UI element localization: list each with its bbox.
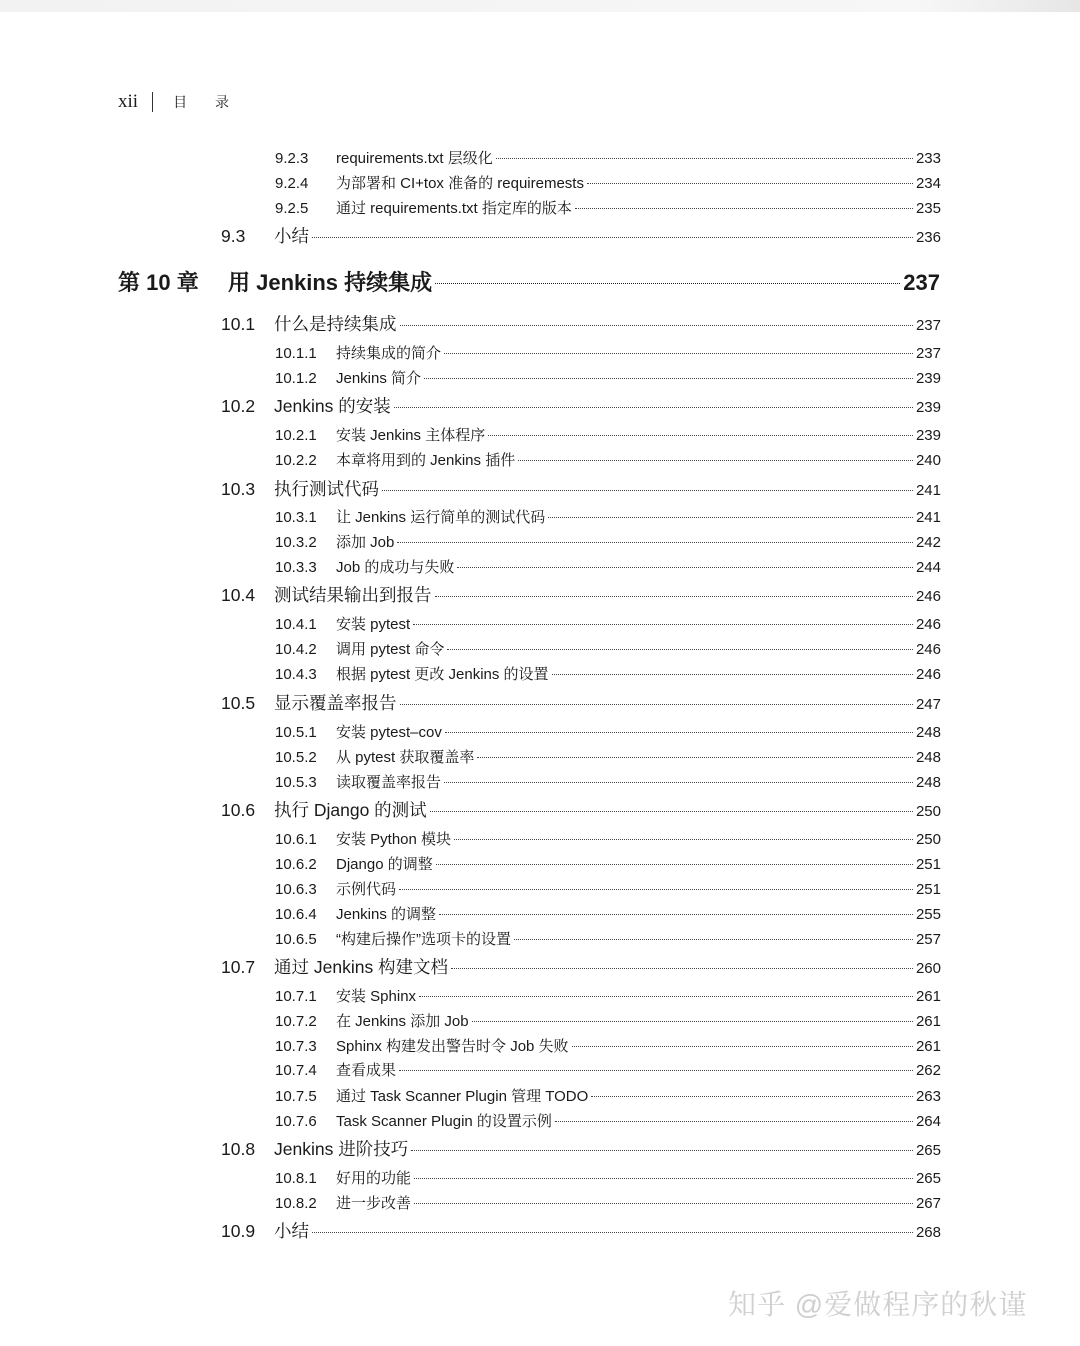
toc-subsection [275, 638, 941, 659]
toc-page: 235 [915, 200, 941, 217]
toc-number: 9.2.5 [275, 200, 309, 217]
toc-number: 10.5 [221, 693, 256, 713]
toc-leader-dots [394, 407, 913, 408]
toc-section [221, 582, 941, 607]
toc-section [221, 1136, 941, 1161]
toc-leader-dots [312, 1232, 913, 1233]
toc-page: 260 [915, 960, 941, 977]
toc-title: 小结 [274, 226, 309, 246]
toc-page: 261 [915, 1038, 941, 1055]
toc-number: 9.3 [221, 226, 246, 246]
toc-number: 10.5.2 [275, 749, 317, 766]
toc-subsection [275, 1192, 941, 1213]
toc-subsection [275, 342, 941, 363]
scan-top-edge [0, 0, 1080, 12]
toc-title: 执行测试代码 [274, 479, 379, 499]
toc-subsection [275, 1035, 941, 1056]
toc-leader-dots [477, 757, 913, 758]
toc-number: 10.2.1 [275, 427, 317, 444]
toc-page: 263 [915, 1088, 941, 1105]
toc-page: 233 [915, 150, 941, 167]
toc-page: 242 [915, 534, 941, 551]
toc-page: 257 [915, 931, 941, 948]
toc-subsection [275, 1059, 941, 1080]
toc-number: 10.3 [221, 479, 256, 499]
toc-leader-dots [488, 435, 913, 436]
toc-leader-dots [445, 732, 913, 733]
toc-number: 10.7.5 [275, 1088, 317, 1105]
toc-title: 进一步改善 [336, 1195, 412, 1212]
toc-chapter [118, 266, 940, 297]
toc-number: 10.6 [221, 800, 256, 820]
toc-title: 好用的功能 [336, 1170, 412, 1187]
toc-subsection [275, 531, 941, 552]
toc-title: 通过 Jenkins 构建文档 [274, 957, 449, 977]
toc-number: 10.6.2 [275, 856, 317, 873]
toc-title: Jenkins 进阶技巧 [274, 1139, 409, 1159]
toc-subsection [275, 663, 941, 684]
toc-leader-dots [399, 1070, 913, 1071]
toc-number: 10.6.1 [275, 831, 317, 848]
toc-title: 通过 requirements.txt 指定库的版本 [336, 200, 572, 217]
toc-number: 10.4.1 [275, 616, 317, 633]
toc-title: 执行 Django 的测试 [274, 800, 427, 820]
page-number: xii [118, 91, 139, 112]
toc-number: 第 10 章 [118, 270, 199, 295]
toc-subsection [275, 1167, 941, 1188]
toc-title: 让 Jenkins 运行简单的测试代码 [336, 509, 546, 526]
toc-page: 239 [915, 427, 941, 444]
toc-number: 10.6.5 [275, 931, 317, 948]
toc-leader-dots [447, 649, 913, 650]
toc-title: 测试结果输出到报告 [274, 585, 432, 605]
toc-leader-dots [587, 183, 913, 184]
toc-leader-dots [411, 1150, 913, 1151]
toc-number: 10.3.1 [275, 509, 317, 526]
toc-section [221, 393, 941, 418]
toc-leader-dots [555, 1121, 913, 1122]
toc-subsection [275, 556, 941, 577]
toc-title: Sphinx 构建发出警告时令 Job 失败 [336, 1038, 569, 1055]
toc-title: 读取覆盖率报告 [336, 774, 442, 791]
toc-subsection [275, 449, 941, 470]
toc-number: 10.4.2 [275, 641, 317, 658]
toc-number: 10.3.2 [275, 534, 317, 551]
toc-section [221, 311, 941, 336]
toc-page: 267 [915, 1195, 941, 1212]
toc-page: 247 [915, 696, 941, 713]
toc-page: 251 [915, 881, 941, 898]
header-title: 目 录 [173, 94, 241, 110]
toc-number: 10.4.3 [275, 666, 317, 683]
toc-page: 265 [915, 1170, 941, 1187]
toc-title: “构建后操作”选项卡的设置 [336, 931, 511, 948]
toc-leader-dots [514, 939, 913, 940]
toc-subsection [275, 1010, 941, 1031]
toc-leader-dots [472, 1021, 913, 1022]
toc-page: 246 [915, 588, 941, 605]
toc-page: 236 [915, 229, 941, 246]
toc-number: 10.8 [221, 1139, 256, 1159]
toc-leader-dots [451, 968, 913, 969]
toc-title: Task Scanner Plugin 的设置示例 [336, 1113, 552, 1130]
toc-leader-dots [552, 674, 913, 675]
toc-title: 查看成果 [336, 1062, 397, 1079]
toc-number: 10.2 [221, 396, 256, 416]
toc-number: 10.1.1 [275, 345, 317, 362]
toc-number: 10.7.4 [275, 1062, 317, 1079]
toc-title: 显示覆盖率报告 [274, 693, 397, 713]
toc-page: 255 [915, 906, 941, 923]
toc-leader-dots [496, 158, 913, 159]
toc-title: 安装 pytest [336, 616, 411, 633]
toc-number: 10.8.1 [275, 1170, 317, 1187]
toc-number: 10.4 [221, 585, 256, 605]
toc-subsection [275, 853, 941, 874]
toc-page: 248 [915, 749, 941, 766]
toc-leader-dots [414, 1203, 913, 1204]
toc-title: 安装 Jenkins 主体程序 [336, 427, 486, 444]
toc-number: 10.6.3 [275, 881, 317, 898]
toc-subsection [275, 1085, 941, 1106]
toc-page: 237 [915, 317, 941, 334]
toc-leader-dots [591, 1096, 913, 1097]
toc-leader-dots [444, 353, 913, 354]
watermark: 知乎 @爱做程序的秋谨 [728, 1289, 1028, 1320]
toc-page: 246 [915, 616, 941, 633]
toc-page: 248 [915, 724, 941, 741]
toc-subsection [275, 878, 941, 899]
toc-page: 250 [915, 831, 941, 848]
toc-leader-dots [436, 864, 913, 865]
toc-subsection [275, 172, 941, 193]
toc-number: 10.7.2 [275, 1013, 317, 1030]
toc-leader-dots [548, 517, 913, 518]
toc-leader-dots [435, 596, 913, 597]
toc-section [221, 476, 941, 501]
toc-leader-dots [457, 567, 913, 568]
toc-title: 本章将用到的 Jenkins 插件 [336, 452, 516, 469]
toc-number: 10.5.3 [275, 774, 317, 791]
toc-page: 265 [915, 1142, 941, 1159]
toc-section [221, 690, 941, 715]
toc-page: 239 [915, 399, 941, 416]
toc-subsection [275, 721, 941, 742]
toc-page: 248 [915, 774, 941, 791]
toc-number: 10.5.1 [275, 724, 317, 741]
toc-title: Django 的调整 [336, 856, 433, 873]
toc-title: 调用 pytest 命令 [336, 641, 445, 658]
toc-number: 10.7 [221, 957, 256, 977]
toc-leader-dots [414, 1178, 913, 1179]
page-header [118, 90, 241, 114]
toc-subsection [275, 613, 941, 634]
toc-subsection [275, 828, 941, 849]
toc-leader-dots [400, 704, 913, 705]
toc-page: 239 [915, 370, 941, 387]
toc-page: 237 [915, 345, 941, 362]
toc-leader-dots [575, 208, 913, 209]
toc-subsection [275, 771, 941, 792]
toc-title: 为部署和 CI+tox 准备的 requiremests [336, 175, 584, 192]
toc-number: 10.7.6 [275, 1113, 317, 1130]
toc-number: 10.2.2 [275, 452, 317, 469]
toc-subsection [275, 1110, 941, 1131]
toc-section [221, 1218, 941, 1243]
toc-leader-dots [439, 914, 913, 915]
toc-leader-dots [400, 325, 913, 326]
toc-number: 10.7.1 [275, 988, 317, 1005]
toc-title: Jenkins 简介 [336, 370, 422, 387]
toc-subsection [275, 367, 941, 388]
toc-leader-dots [397, 542, 913, 543]
toc-leader-dots [435, 283, 900, 284]
toc-leader-dots [444, 782, 913, 783]
toc-subsection [275, 147, 941, 168]
toc-page: 244 [915, 559, 941, 576]
header-divider [152, 92, 153, 112]
toc-number: 10.1.2 [275, 370, 317, 387]
toc-subsection [275, 746, 941, 767]
toc-leader-dots [454, 839, 913, 840]
toc-title: 根据 pytest 更改 Jenkins 的设置 [336, 666, 549, 683]
toc-number: 9.2.3 [275, 150, 309, 167]
toc-subsection [275, 985, 941, 1006]
toc-number: 10.7.3 [275, 1038, 317, 1055]
toc-number: 10.6.4 [275, 906, 317, 923]
toc-section [221, 223, 941, 248]
toc-leader-dots [413, 624, 913, 625]
toc-leader-dots [312, 237, 913, 238]
toc-subsection [275, 928, 941, 949]
toc-title: 什么是持续集成 [274, 314, 397, 334]
toc-title: Jenkins 的安装 [274, 396, 391, 416]
toc-page: 237 [903, 270, 940, 295]
toc-leader-dots [430, 811, 913, 812]
toc-page: 262 [915, 1062, 941, 1079]
toc-title: requirements.txt 层级化 [336, 150, 493, 167]
toc-subsection [275, 506, 941, 527]
toc-leader-dots [424, 378, 913, 379]
toc-title: 小结 [274, 1221, 309, 1241]
toc-page: 246 [915, 641, 941, 658]
toc-subsection [275, 903, 941, 924]
toc-number: 10.1 [221, 314, 256, 334]
toc-page: 234 [915, 175, 941, 192]
toc-page: 241 [915, 509, 941, 526]
toc-title: 通过 Task Scanner Plugin 管理 TODO [336, 1088, 589, 1105]
toc-page: 264 [915, 1113, 941, 1130]
toc-title: Jenkins 的调整 [336, 906, 437, 923]
toc-title: 安装 Sphinx [336, 988, 417, 1005]
toc-title: 持续集成的简介 [336, 345, 442, 362]
toc-page: 261 [915, 1013, 941, 1030]
toc-title: 从 pytest 获取覆盖率 [336, 749, 475, 766]
toc-title: 用 Jenkins 持续集成 [228, 270, 433, 295]
toc-title: 安装 pytest–cov [336, 724, 442, 741]
toc-leader-dots [419, 996, 913, 997]
toc-page: 251 [915, 856, 941, 873]
toc-page: 261 [915, 988, 941, 1005]
toc-title: 在 Jenkins 添加 Job [336, 1013, 469, 1030]
toc-page: 246 [915, 666, 941, 683]
toc-leader-dots [572, 1046, 913, 1047]
toc-section [221, 797, 941, 822]
toc-section [221, 954, 941, 979]
toc-leader-dots [518, 460, 913, 461]
toc-leader-dots [382, 490, 913, 491]
toc-subsection [275, 197, 941, 218]
toc-page: 240 [915, 452, 941, 469]
toc-page: 250 [915, 803, 941, 820]
toc-title: 安装 Python 模块 [336, 831, 452, 848]
toc-leader-dots [399, 889, 913, 890]
toc-subsection [275, 424, 941, 445]
toc-page: 241 [915, 482, 941, 499]
toc-title: Job 的成功与失败 [336, 559, 455, 576]
toc-number: 10.8.2 [275, 1195, 317, 1212]
toc-number: 10.3.3 [275, 559, 317, 576]
toc-page: 268 [915, 1224, 941, 1241]
toc-title: 示例代码 [336, 881, 397, 898]
toc-number: 10.9 [221, 1221, 256, 1241]
toc-number: 9.2.4 [275, 175, 309, 192]
toc-title: 添加 Job [336, 534, 395, 551]
